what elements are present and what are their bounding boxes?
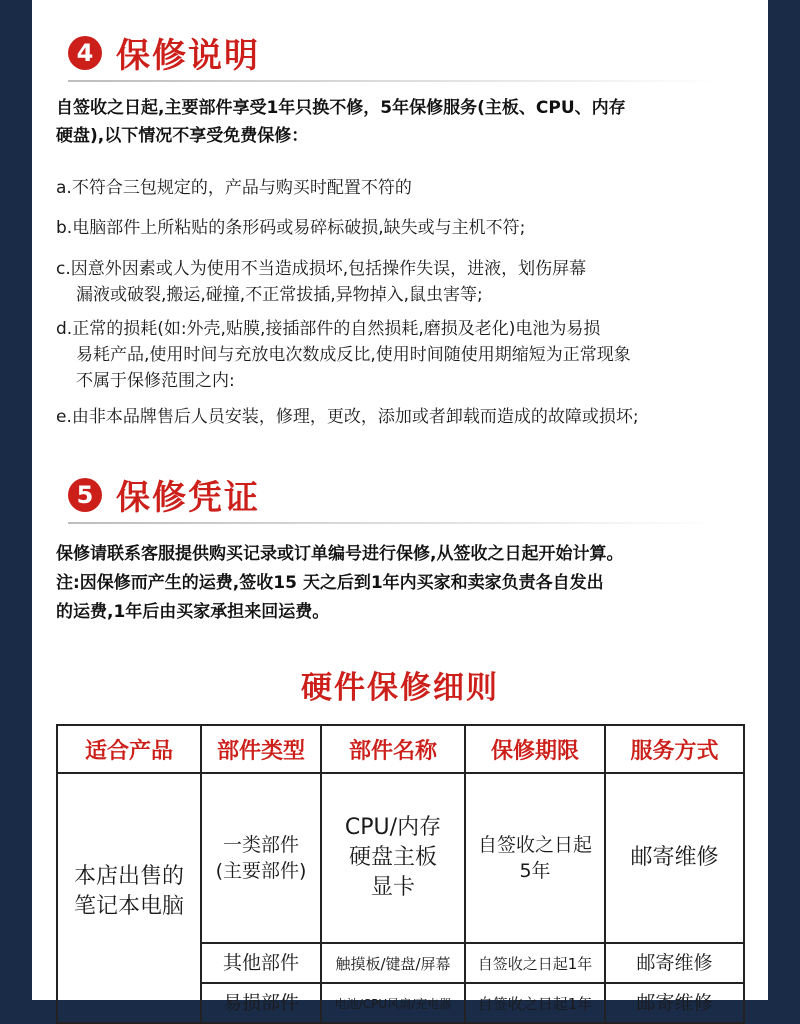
exclusion-item-c-line-1: c.因意外因素或人为使用不当造成损坏,包括操作失误，进液，划伤屏幕 xyxy=(56,259,587,279)
cell-type-wear: 易损部件 xyxy=(201,983,321,1023)
section-4-title: 保修说明 xyxy=(116,36,260,76)
exclusion-item-b xyxy=(56,215,768,241)
cell-period-wear: 自签收之日起1年 xyxy=(465,983,605,1023)
cell-name-wear: 电池/CPU风扇/充电器 xyxy=(321,983,465,1023)
cell-type-main-line-2: (主要部件) xyxy=(215,860,307,882)
section-5-divider xyxy=(68,522,718,524)
section-5-number-badge: 5 xyxy=(68,478,102,512)
cell-product-line-1: 本店出售的 xyxy=(73,864,184,889)
section-5-header xyxy=(68,470,260,519)
cell-name-main-line-2: 硬盘主板 xyxy=(348,845,437,870)
section-5-line-2: 注:因保修而产生的运费,签收15 天之后到1年内买家和卖家负责各自发出 xyxy=(56,573,604,593)
table-header-row xyxy=(57,725,744,773)
section-5-title: 保修凭证 xyxy=(116,478,260,518)
warranty-table xyxy=(56,724,745,1024)
exclusion-item-a-line-1: a.不符合三包规定的，产品与购买时配置不符的 xyxy=(56,178,412,198)
exclusion-item-e xyxy=(56,404,768,430)
exclusion-item-e-line-1: e.由非本品牌售后人员安装，修理，更改，添加或者卸载而造成的故障或损坏; xyxy=(56,407,639,427)
section-4-intro-line-1: 自签收之日起,主要部件享受1年只换不修，5年保修服务(主板、CPU、内存 xyxy=(56,98,626,118)
cell-product-line-2: 笔记本电脑 xyxy=(73,894,184,919)
cell-period-main-line-1: 自签收之日起 xyxy=(477,834,592,856)
warranty-panel xyxy=(32,0,768,1014)
section-4-number-badge: 4 xyxy=(68,36,102,70)
cell-service-wear: 邮寄维修 xyxy=(605,983,744,1023)
header-part-type: 部件类型 xyxy=(201,725,321,773)
cell-type-main xyxy=(201,773,321,943)
section-4-intro-line-2: 硬盘),以下情况不享受免费保修： xyxy=(56,126,309,146)
header-period: 保修期限 xyxy=(465,725,605,773)
exclusion-item-d xyxy=(56,316,768,394)
section-5-body xyxy=(56,540,766,627)
table-title: 硬件保修细则 xyxy=(301,670,499,706)
exclusion-item-c xyxy=(56,256,768,308)
exclusion-item-d-line-3: 不属于保修范围之内: xyxy=(76,371,235,391)
cell-type-main-line-1: 一类部件 xyxy=(222,834,299,856)
exclusion-item-c-line-2: 漏液或破裂,搬运,碰撞,不正常拔插,异物掉入,鼠虫害等; xyxy=(76,285,483,305)
exclusion-item-a xyxy=(56,175,768,201)
cell-service-other: 邮寄维修 xyxy=(605,943,744,983)
section-5-line-1: 保修请联系客服提供购买记录或订单编号进行保修,从签收之日起开始计算。 xyxy=(56,544,624,564)
cell-period-main-line-2: 5年 xyxy=(519,860,551,882)
exclusion-item-b-line-1: b.电脑部件上所粘贴的条形码或易碎标破损,缺失或与主机不符; xyxy=(56,218,526,238)
cell-name-main-line-3: 显卡 xyxy=(370,875,415,900)
section-4-divider xyxy=(68,80,718,82)
section-5-line-3: 的运费,1年后由买家承担来回运费。 xyxy=(56,602,330,622)
exclusion-item-d-line-1: d.正常的损耗(如:外壳,贴膜,接插部件的自然损耗,磨损及老化)电池为易损 xyxy=(56,319,601,339)
cell-name-main xyxy=(321,773,465,943)
exclusion-item-d-line-2: 易耗产品,使用时间与充放电次数成反比,使用时间随使用期缩短为正常现象 xyxy=(76,345,631,365)
section-4-intro xyxy=(56,94,766,150)
table-row xyxy=(57,773,744,943)
cell-product xyxy=(57,773,201,1023)
header-service: 服务方式 xyxy=(605,725,744,773)
header-product: 适合产品 xyxy=(57,725,201,773)
cell-name-main-line-1: CPU/内存 xyxy=(344,815,442,840)
header-part-name: 部件名称 xyxy=(321,725,465,773)
cell-period-main xyxy=(465,773,605,943)
cell-period-other: 自签收之日起1年 xyxy=(465,943,605,983)
cell-name-other: 触摸板/键盘/屏幕 xyxy=(321,943,465,983)
cell-service-main: 邮寄维修 xyxy=(605,773,744,943)
section-4-header xyxy=(68,28,260,77)
cell-type-other: 其他部件 xyxy=(201,943,321,983)
